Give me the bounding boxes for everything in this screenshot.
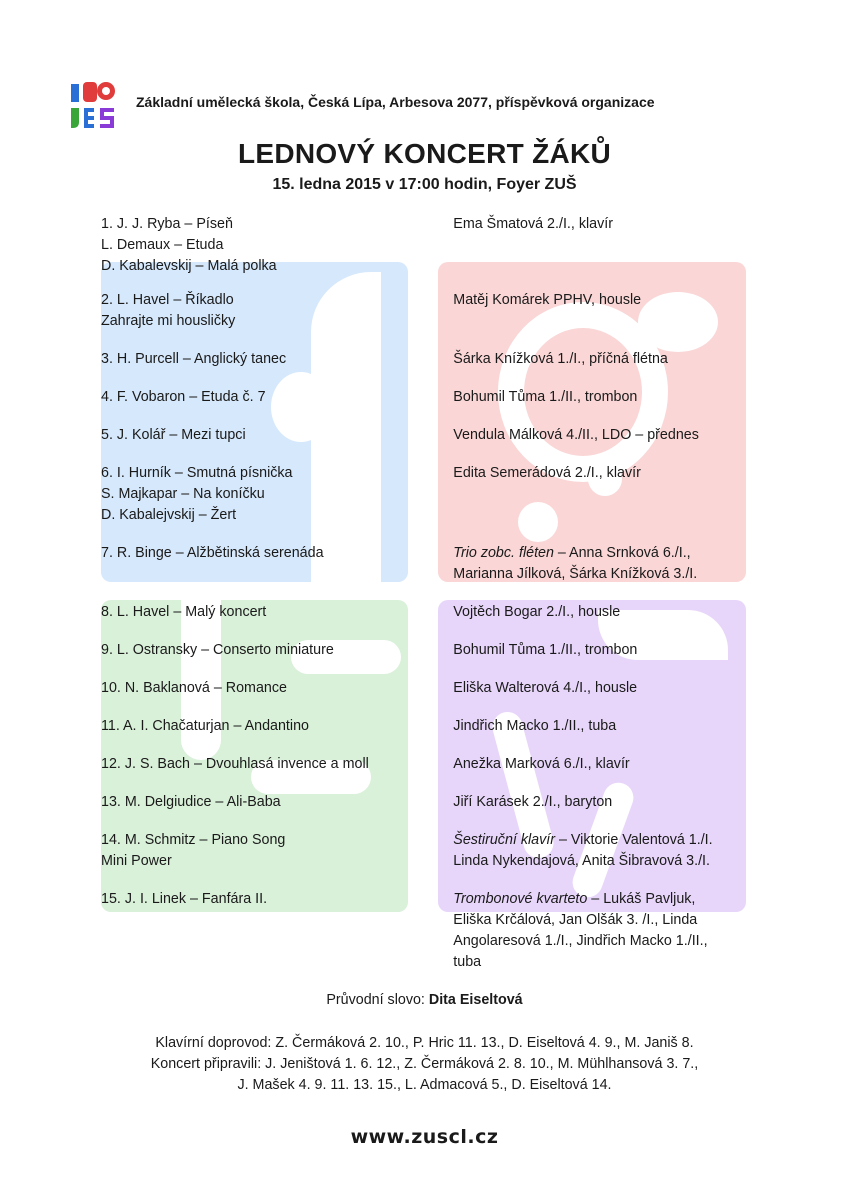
performer: Jiří Karásek 2./I., baryton [453, 794, 613, 810]
piece: 7. R. Binge – Alžbětinská serenáda [101, 545, 324, 561]
program-item [101, 602, 751, 640]
piece: 4. F. Vobaron – Etuda č. 7 [101, 389, 266, 405]
performer: Šárka Knížková 1./I., příčná flétna [453, 351, 668, 367]
piece: Zahrajte mi housličky [101, 313, 236, 329]
performer: Bohumil Tůma 1./II., trombon [453, 389, 638, 405]
credits-line: Koncert připravili: J. Jeništová 1. 6. 12., Z. Čermáková 2. 8. 10., M. Mühlhansová 3. 7., [150, 1056, 699, 1072]
program-item [101, 830, 751, 889]
performer: Šestiruční klavír – Viktorie Valentová 1./I. [453, 832, 713, 848]
performer: Matěj Komárek PPHV, housle [453, 292, 642, 308]
program-item [101, 640, 751, 678]
ensemble-name: Šestiruční klavír [453, 832, 555, 848]
page-title: LEDNOVÝ KONCERT ŽÁKŮ [237, 138, 612, 169]
piece: 8. L. Havel – Malý koncert [101, 604, 267, 620]
program-item [101, 290, 751, 349]
performer: Ema Šmatová 2./I., klavír [453, 216, 613, 232]
accompanist-label: Průvodní slovo: [326, 992, 429, 1008]
logo-s-shape [100, 108, 114, 128]
piece: Mini Power [101, 853, 172, 869]
school-logo [68, 78, 118, 130]
piece: D. Kabalevskij – Malá polka [101, 258, 277, 274]
performer: Vendula Málková 4./II., LDO – přednes [453, 427, 699, 443]
performer: Anežka Marková 6./I., klavír [453, 756, 630, 772]
performer: Edita Semerádová 2./I., klavír [453, 465, 641, 481]
performer: Vojtěch Bogar 2./I., housle [453, 604, 621, 620]
program-item [101, 678, 751, 716]
performer: Bohumil Tůma 1./II., trombon [453, 642, 638, 658]
performer: tuba [453, 954, 482, 970]
piece: L. Demaux – Etuda [101, 237, 224, 253]
event-date-venue: 15. ledna 2015 v 17:00 hodin, Foyer ZUŠ [272, 176, 577, 193]
program-item [101, 716, 751, 754]
piece: 12. J. S. Bach – Dvouhlasá invence a moll [101, 756, 369, 772]
piece: 13. M. Delgiudice – Ali-Baba [101, 794, 281, 810]
performer: Eliška Walterová 4./I., housle [453, 680, 638, 696]
program-item [101, 349, 751, 387]
program-item [101, 214, 751, 290]
piece: 11. A. I. Chačaturjan – Andantino [101, 718, 309, 734]
piece: 15. J. I. Linek – Fanfára II. [101, 891, 268, 907]
piece: 10. N. Baklanová – Romance [101, 680, 287, 696]
logo-circle-hole [102, 87, 110, 95]
credits-line: Klavírní doprovod: Z. Čermáková 2. 10., P. Hric 11. 13., D. Eiseltová 4. 9., M. Janiš 8. [155, 1035, 694, 1051]
accompanist-name: Dita Eiseltová [428, 992, 523, 1008]
program-item [101, 425, 751, 463]
program-item [101, 889, 751, 973]
performer: Jindřich Macko 1./II., tuba [453, 718, 617, 734]
ensemble-name: Trombonové kvarteto [453, 891, 588, 907]
ensemble-name: Trio zobc. fléten [453, 545, 554, 561]
piece: 1. J. J. Ryba – Píseň [101, 216, 233, 232]
logo-e-shape [84, 108, 94, 128]
website-link[interactable]: www.zuscl.cz [350, 1126, 499, 1148]
performer: Angolaresová 1./I., Jindřich Macko 1./II., [453, 933, 708, 949]
program-item [101, 792, 751, 830]
performer: Trombonové kvarteto – Lukáš Pavljuk, [453, 891, 696, 907]
performer: Eliška Krčálová, Jan Olšák 3. /I., Linda [453, 912, 698, 928]
program-list [101, 214, 751, 973]
logo-blue-block [71, 84, 79, 102]
program-item [101, 387, 751, 425]
credits [0, 1033, 849, 1096]
organization-name: Základní umělecká škola, Česká Lípa, Arbesova 2077, příspěvková organizace [136, 94, 655, 110]
piece: D. Kabalejvskij – Žert [101, 507, 237, 523]
program-item [101, 463, 751, 543]
performer: Trio zobc. fléten – Anna Srnková 6./I., [453, 545, 691, 561]
accompanist-line [0, 992, 849, 1008]
piece: 2. L. Havel – Říkadlo [101, 292, 234, 308]
credits-line: J. Mašek 4. 9. 11. 13. 15., L. Admacová 5., D. Eiseltová 14. [237, 1077, 612, 1093]
program-item [101, 543, 751, 602]
program-item [101, 754, 751, 792]
performer: Linda Nykendajová, Anita Šibravová 3./I. [453, 853, 711, 869]
piece: 5. J. Kolář – Mezi tupci [101, 427, 246, 443]
piece: S. Majkapar – Na koníčku [101, 486, 265, 502]
piece: 3. H. Purcell – Anglický tanec [101, 351, 287, 367]
logo-green-shape [71, 108, 79, 128]
performer: Marianna Jílková, Šárka Knížková 3./I. [453, 566, 698, 582]
piece: 14. M. Schmitz – Piano Song [101, 832, 286, 848]
logo-red-block [83, 82, 97, 102]
piece: 6. I. Hurník – Smutná písnička [101, 465, 293, 481]
piece: 9. L. Ostransky – Conserto miniature [101, 642, 334, 658]
